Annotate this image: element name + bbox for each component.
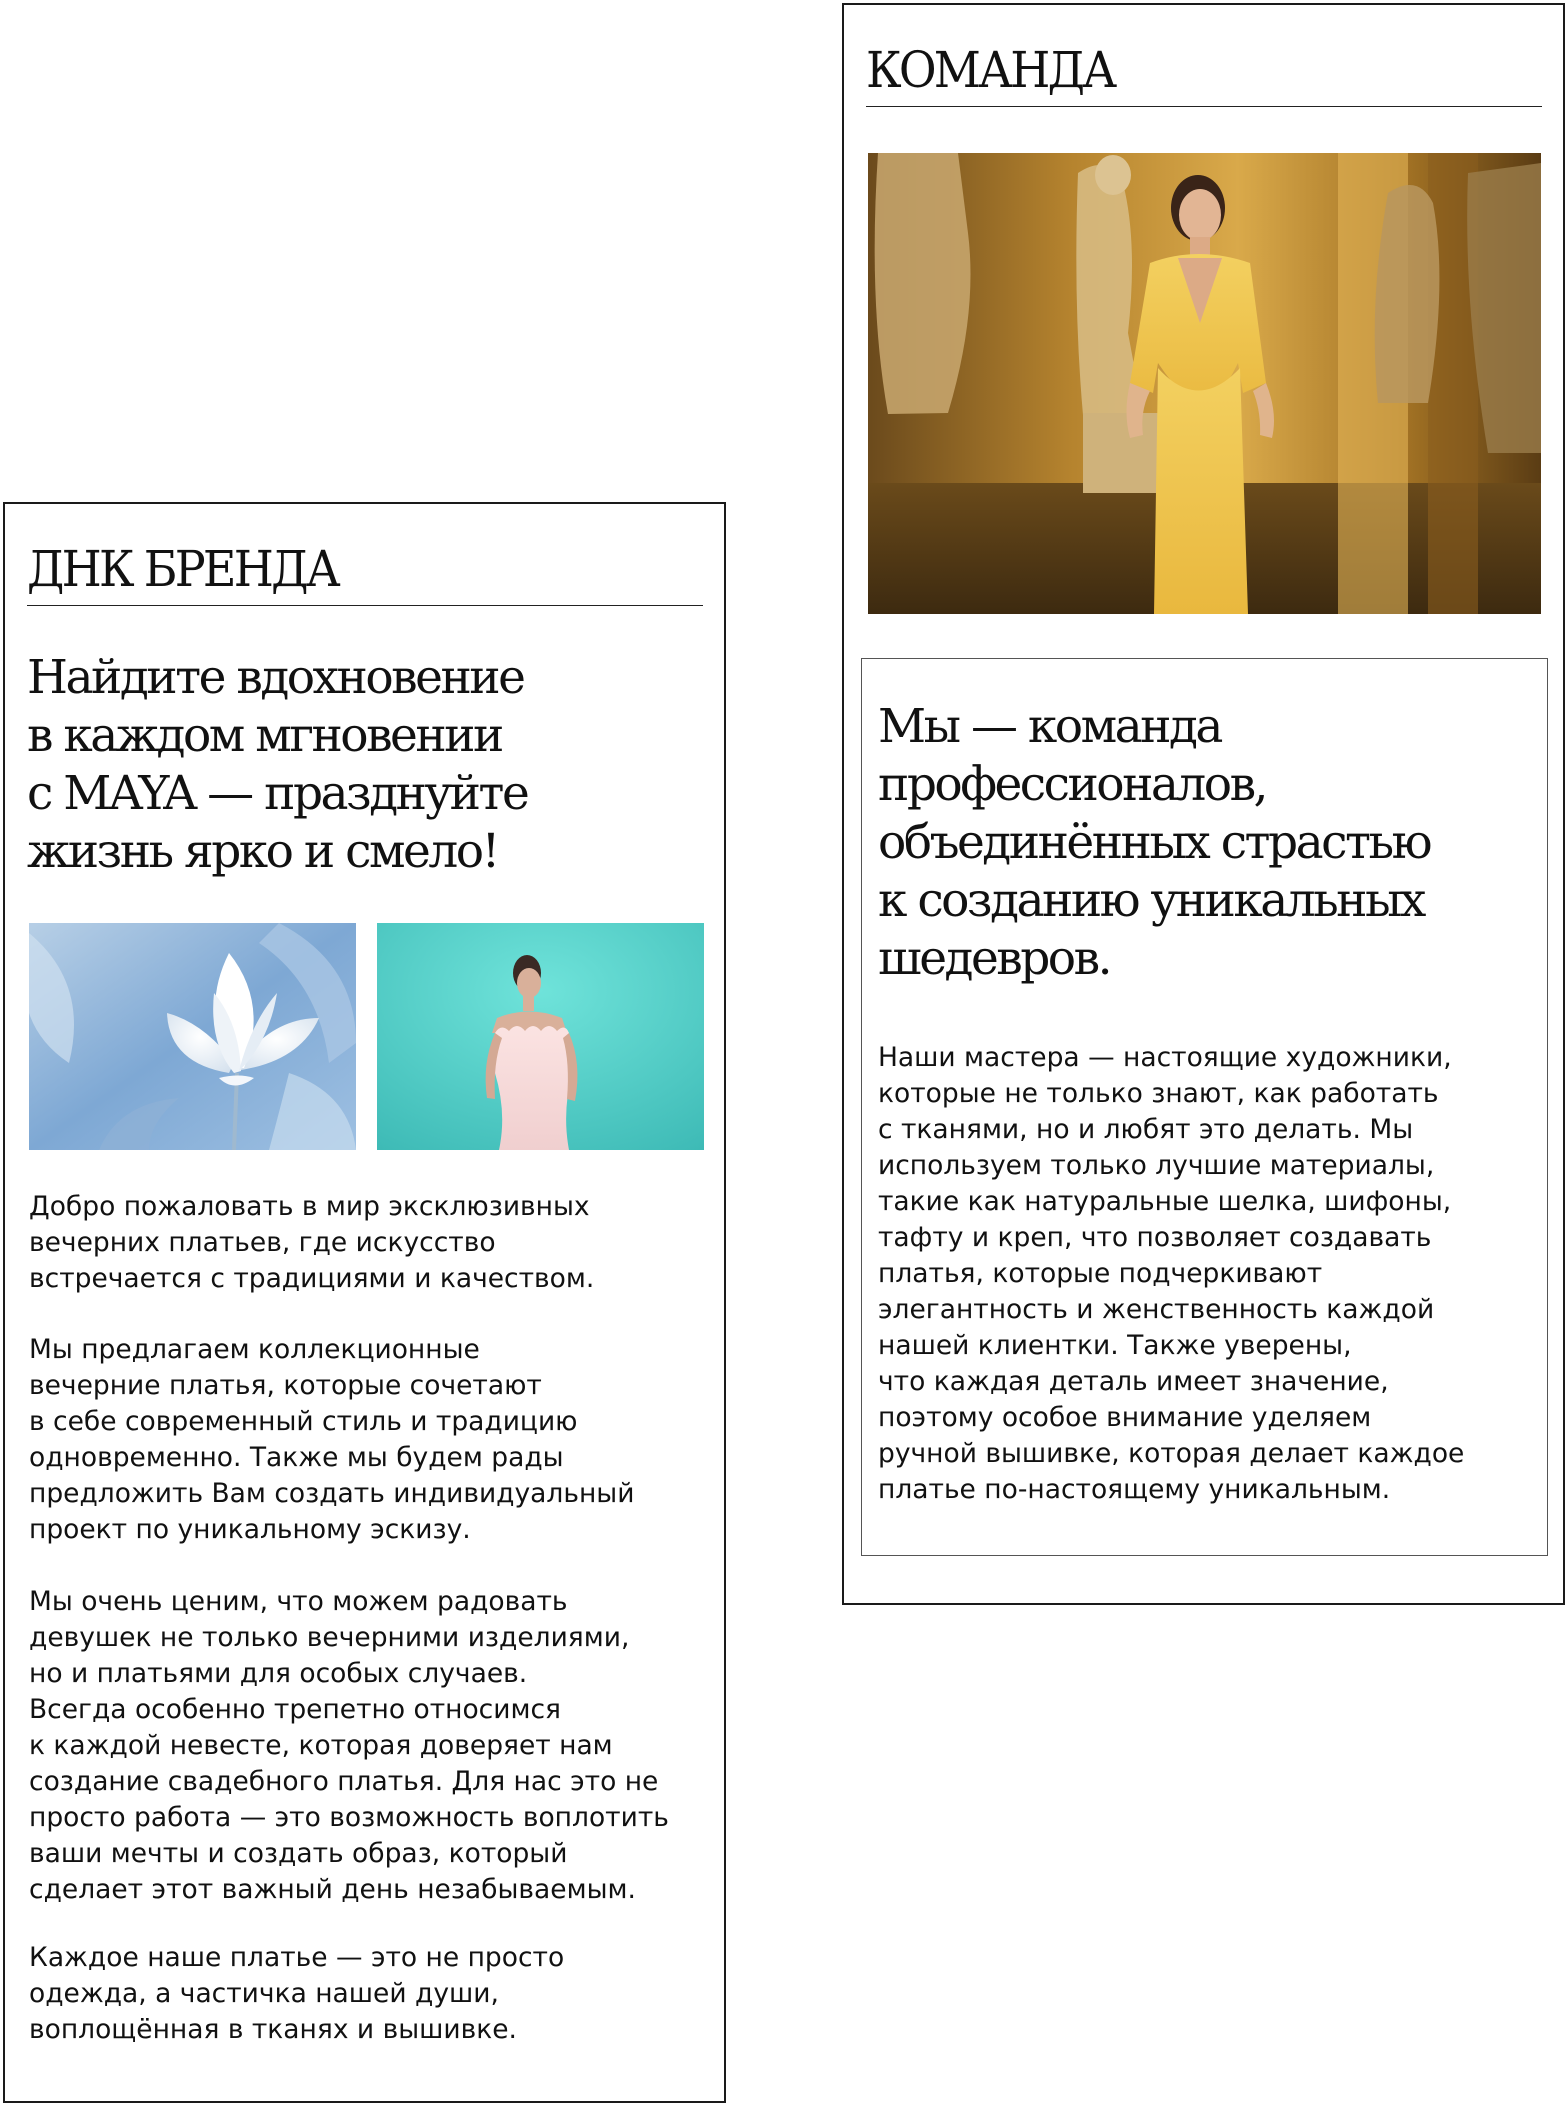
brand-dna-paragraph-3: Мы очень ценим, что можем радовать девушек не только вечерними изделиями, но и платьями для особых случаев. Всегда особенно трепетно относимся к каждой невесте, которая доверяет нам создание свадебного платья. Для нас это не просто работа — это возможность воплотить ваши мечты и создать образ, который сделает этот важный день незабываемым. <box>29 1586 669 1905</box>
brand-dna-title: ДНК БРЕНДА <box>27 540 338 598</box>
model-yellow-dress-museum-photo <box>868 153 1541 614</box>
brand-dna-headline: Найдите вдохновение в каждом мгновении с MAYA — празднуйте жизнь ярко и смело! <box>27 650 528 879</box>
brand-dna-paragraph-2: Мы предлагаем коллекционные вечерние платья, которые сочетают в себе современный стиль и традицию одновременно. Также мы будем рады предложить Вам создать индивидуальный проект по уникальному эскизу. <box>29 1334 635 1545</box>
team-headline: Мы — команда профессионалов, объединённых страстью к созданию уникальных шедевров. <box>878 699 1430 986</box>
team-divider <box>866 106 1542 107</box>
brand-dna-paragraph-4: Каждое наше платье — это не просто одежда, а частичка нашей души, воплощённая в тканях и вышивке. <box>29 1942 565 2045</box>
brand-dna-card <box>3 502 726 2103</box>
white-lotus-photo <box>29 923 356 1150</box>
team-title: КОМАНДА <box>866 41 1115 99</box>
team-card <box>842 3 1565 1605</box>
model-pink-dress-photo <box>377 923 704 1150</box>
brand-dna-divider <box>27 605 703 606</box>
brand-dna-paragraph-1: Добро пожаловать в мир эксклюзивных вечерних платьев, где искусство встречается с традициями и качеством. <box>29 1191 595 1294</box>
team-paragraph: Наши мастера — настоящие художники, которые не только знают, как работать с тканями, но и любят это делать. Мы используем только лучшие материалы, такие как натуральные шелка, шифоны, тафту и креп, что позволяет создавать платья, которые подчеркивают элегантность и женственность каждой нашей клиентки. Также уверены, что каждая деталь имеет значение, поэтому особое внимание уделяем ручной вышивке, которая делает каждое платье по-настоящему уникальным. <box>878 1042 1465 1505</box>
